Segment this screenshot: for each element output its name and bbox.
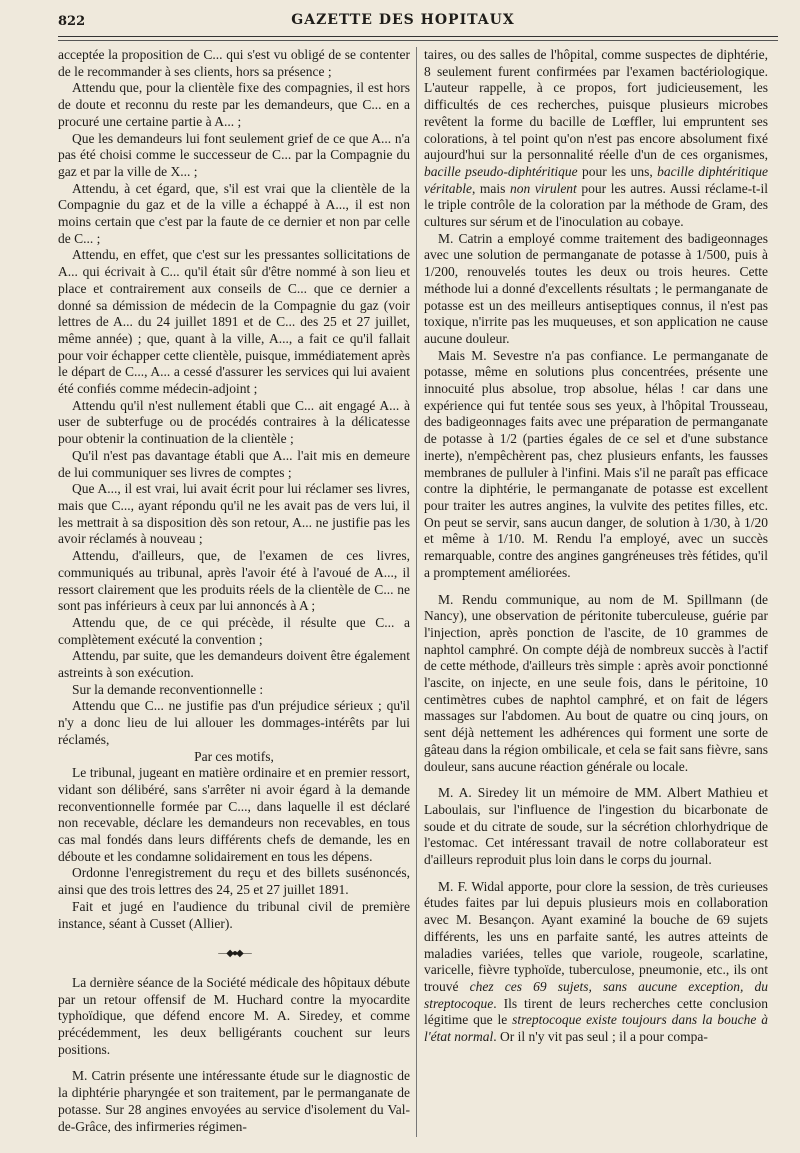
paragraph: Ordonne l'enregistrement du reçu et des billets susénoncés, ainsi que des trois lettres des 24, 25 et 27 juillet 1891. xyxy=(58,865,410,898)
paragraph: M. F. Widal apporte, pour clore la session, de très curieuses études faites par lui depuis plusieurs mois en collaboration avec M. Besançon. Ayant examiné la bouche de 69 sujets différents, les uns en parfaite santé, les autres atteints de maladies variées, telles que variole, rougeole, scarlatine, varicelle, fièvre typhoïde, tuberculose, pneumonie, etc., ils ont trouvé chez ces 69 sujets, sans aucune exception, du streptocoque. Ils tirent de leurs recherches cette conclusion légitime que le streptocoque existe toujours dans la bouche à l'état normal. Or il n'y vit pas seul ; il a pour compa- xyxy=(424,878,768,1045)
paragraph: taires, ou des salles de l'hôpital, comme suspectes de diphtérie, 8 seulement furent confirmées par l'examen bactériologique. L'auteur rappelle, à ce propos, fort judicieusement, les difficultés de ces recherches, puisque plusieurs microbes revêtent la forme du bacille de Lœffler, lui empruntent ses colorations, à tel point qu'on n'est pas encore absolument fixé aujourd'hui sur la personnalité réelle d'un de ces organismes, bacille pseudo-diphtéritique pour les uns, bacille diphtéritique véritable, mais non virulent pour les autres. Aussi réclame-t-il le triple contrôle de la coloration par la méthode de Gram, des cultures sur sérum et de l'inoculation au cobaye. xyxy=(424,47,769,230)
paragraph: M. A. Siredey lit un mémoire de MM. Albert Mathieu et Laboulais, sur l'influence de l'ingestion du bicarbonate de soude et du citrate de soude, sur la sécrétion chlorhydrique de l'estomac. Cet intéressant travail de notre collaborateur est d'ailleurs reproduit plus loin dans le corps du journal. xyxy=(424,785,768,868)
paragraph: Fait et jugé en l'audience du tribunal civil de première instance, séant à Cusset (Allier). xyxy=(58,898,410,931)
motifs-line: Par ces motifs, xyxy=(194,748,274,764)
paragraph: acceptée la proposition de C... qui s'est vu obligé de se contenter de le recommander à ses clients, hors sa présence ; xyxy=(58,47,410,79)
section-separator: —◆●◆— xyxy=(218,948,250,960)
paragraph: Attendu que C... ne justifie pas d'un préjudice sérieux ; qu'il n'y a donc lieu de lui allouer les dommages-intérêts par lui réclamés, xyxy=(58,698,410,747)
italic-text: non virulent xyxy=(510,180,577,196)
page-header xyxy=(58,10,748,32)
paragraph: Que A..., il est vrai, lui avait écrit pour lui réclamer ses livres, mais que C..., ayant répondu qu'il ne les avait pas de vers lui, il les mettrait à sa disposition dès son retour, A... ne justifie pas les avoir réclamés à nouveau ; xyxy=(58,481,410,547)
paragraph: M. Catrin présente une intéressante étude sur le diagnostic de la diphtérie pharyngée et son traitement, par le permanganate de potasse. Sur 28 angines envoyées au service d'isolement du Val-de-Grâce, des infirmeries régimen- xyxy=(58,1068,410,1134)
paragraph: Attendu qu'il n'est nullement établi que C... ait engagé A... à user de subterfuge ou de procédés contraires à la délicatesse pour obtenir la continuation de la clientèle ; xyxy=(58,397,410,447)
italic-text: bacille pseudo-diphtéritique xyxy=(424,163,578,179)
italic-text: bacille diphtéritique véritable xyxy=(424,163,769,196)
paragraph: Attendu que, pour la clientèle fixe des compagnies, il est hors de doute et reconnu du reste par les demandeurs, que C... en a procuré une certaine partie à A... ; xyxy=(58,80,410,129)
running-title: GAZETTE DES HOPITAUX xyxy=(291,12,515,28)
page-number: 822 xyxy=(58,14,86,29)
right-column xyxy=(424,47,768,1046)
paragraph: Attendu, par suite, que les demandeurs doivent être également astreints à son exécution. xyxy=(58,648,410,681)
paragraph: Attendu, d'ailleurs, que, de l'examen de ces livres, communiqués au tribunal, après l'avoir été à l'avoué de A..., il ressort clairement que les produits réels de la clientèle de C... ne sont pas inférieurs à ceux par lui annoncés à A ; xyxy=(58,548,410,614)
left-column xyxy=(58,47,410,1135)
paragraph: La dernière séance de la Société médicale des hôpitaux débute par un retour offensif de M. Huchard contre la myocardite typhoïdique, que défend encore M. A. Siredey, et comme précédemment, les deux belligérants couchent sur leurs positions. xyxy=(58,974,410,1057)
paragraph: M. Catrin a employé comme traitement des badigeonnages avec une solution de permanganate de potasse à 1/500, puis à 1/200, renouvelés toutes les deux ou trois heures. Cette méthode lui a donné d'excellents résultats ; le permanganate de potasse est un des meilleurs antiseptiques connus, il n'est pas toxique, n'irrite pas les muqueuses, et son application ne cause aucune douleur. xyxy=(424,230,768,346)
italic-text: chez ces 69 sujets, sans aucune exception, du streptocoque xyxy=(424,978,768,1011)
paragraph: Le tribunal, jugeant en matière ordinaire et en premier ressort, vidant son délibéré, sans s'arrêter ni avoir égard à la demande reconventionnelle formée par C..., dans laquelle il est déclaré non recevable, déclare les demandeurs non recevables, en tous cas mal fondés dans leurs différents chefs de demande, les en déboute et les condamne solidairement en tous les dépens. xyxy=(58,765,410,864)
paragraph: Sur la demande reconventionnelle : xyxy=(72,681,264,697)
paragraph: Mais M. Sevestre n'a pas confiance. Le permanganate de potasse, même en solutions plus concentrées, présente une innocuité plus absolue, trop absolue, hélas ! car dans une expérience qui fut tentée sous ses yeux, à l'hôpital Trousseau, des badigeonnages faits avec une préparation de permanganate de potasse à 1/2 (parties égales de ce sel et d'une substance inerte), n'empêchèrent pas, chez plusieurs enfants, les fausses membranes de pulluler à l'infini. Mais s'il ne paraît pas efficace contre la diphtérie, le permanganate de potasse est excellent pour traiter les autres angines, la vulvite des petites filles, etc. On peut se servir, sans aucun danger, de solution à 1/30, à 1/20 et même à 1/10. M. Rendu l'a employé, avec un succès remarquable, contre des angines gangréneuses très fétides, qu'il a promptement améliorées. xyxy=(424,347,768,580)
paragraph: Attendu, à cet égard, que, s'il est vrai que la clientèle de la Compagnie du gaz et de la ville a échappé à A..., il est non moins certain que c'est par la faute de ce dernier et non par celle de C... ; xyxy=(58,180,410,246)
italic-text: streptocoque existe toujours dans la bouche à l'état normal xyxy=(424,1012,768,1045)
header-rule-thin xyxy=(58,40,778,41)
paragraph: M. Rendu communique, au nom de M. Spillmann (de Nancy), une observation de péritonite tuberculeuse, guérie par l'injection, après ponction de l'ascite, de 10 grammes de naphtol camphré. On compte déjà de nombreux succès à l'actif de cette méthode, d'ailleurs très simple : après avoir ponctionné l'ascite, on injecte, en une seule fois, dans le péritoine, 10 centimètres cubes de naphtol camphré, et on fait de légers massages sur l'abdomen. Au bout de quatre ou cinq jours, on sent déjà nettement les adhérences qui forment une sorte de gâteau dans la région ombilicale, et cela se fait sans fièvre, sans douleur, sans aucune réaction générale ou locale. xyxy=(424,591,768,774)
paragraph: Attendu, en effet, que c'est sur les pressantes sollicitations de A... qui écrivait à C... qu'il était sûr d'être nommé à son lieu et place et contrairement aux conseils de C... que ce dernier a donné sa démission de médecin de la Compagnie du gaz (voir lettres de A... du 24 juillet 1891 et de C... des 25 et 27 juillet, même année) ; que, quant à la ville, A..., a fait ce qu'il fallait pour voir échapper cette clientèle, puisque, immédiatement après le départ de C..., A... a cessé d'assurer les services qui lui avaient été confiés comme médecin-adjoint ; xyxy=(58,247,410,397)
column-divider xyxy=(416,47,417,1137)
paragraph: Que les demandeurs lui font seulement grief de ce que A... n'a pas été choisi comme le successeur de C... par la Compagnie du gaz et par la ville de X... ; xyxy=(58,130,410,179)
paragraph: Attendu que, de ce qui précède, il résulte que C... a complètement exécuté la convention ; xyxy=(58,614,410,647)
header-rule xyxy=(58,36,778,37)
paragraph: Qu'il n'est pas davantage établi que A... l'ait mis en demeure de lui communiquer ses livres de comptes ; xyxy=(58,447,410,480)
